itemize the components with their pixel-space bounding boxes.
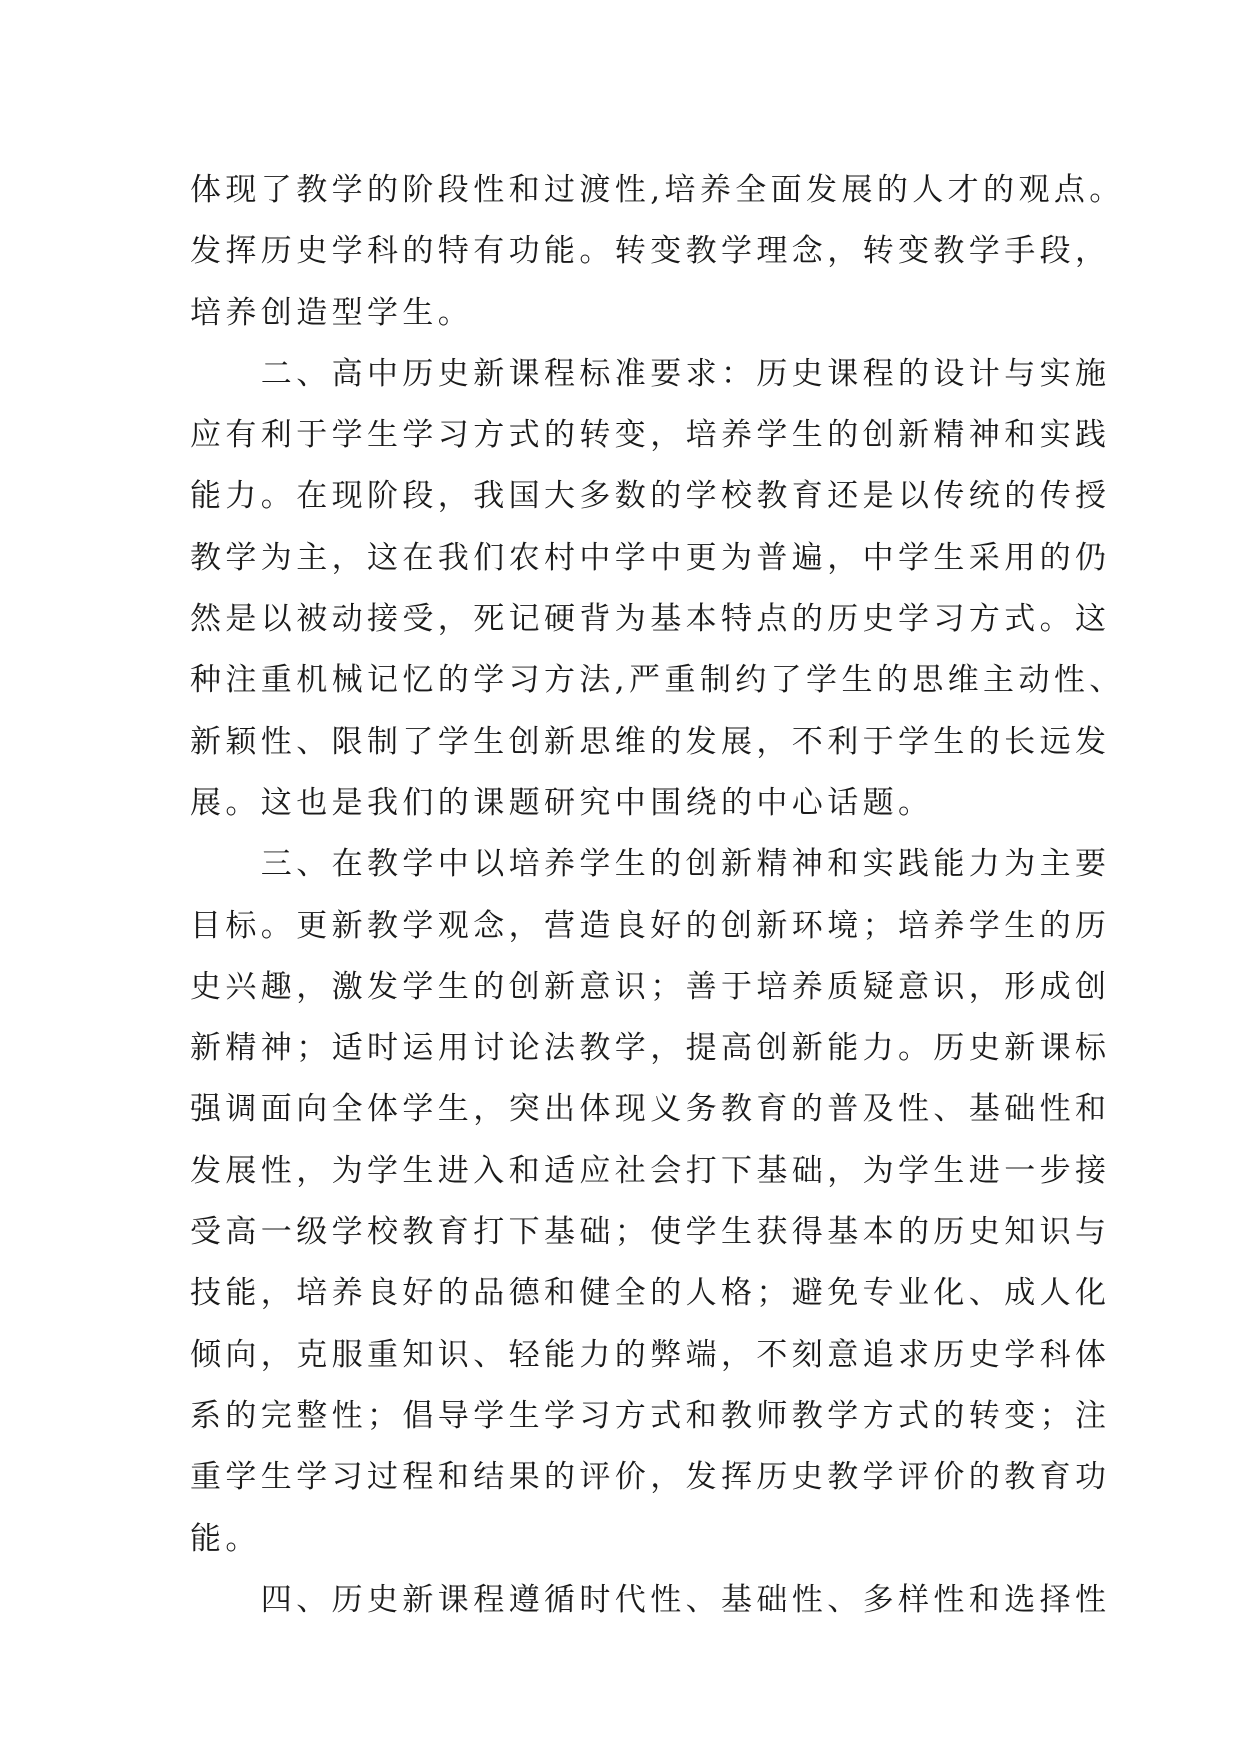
- text-line: 强调面向全体学生，突出体现义务教育的普及性、基础性和: [190, 1091, 1111, 1128]
- text-line: 种注重机械记忆的学习方法,严重制约了学生的思维主动性、: [190, 662, 1125, 699]
- body-text: [190, 160, 1125, 1631]
- text-line: 发展性，为学生进入和适应社会打下基础，为学生进一步接: [190, 1152, 1111, 1189]
- text-line: 系的完整性；倡导学生学习方式和教师教学方式的转变；注: [190, 1397, 1111, 1434]
- text-line: 重学生学习过程和结果的评价，发挥历史教学评价的教育功: [190, 1459, 1111, 1496]
- text-line: 新颖性、限制了学生创新思维的发展，不利于学生的长远发: [190, 723, 1111, 760]
- text-line: 发挥历史学科的特有功能。转变教学理念，转变教学手段，: [190, 233, 1111, 270]
- text-line: 新精神；适时运用讨论法教学，提高创新能力。历史新课标: [190, 1030, 1111, 1067]
- text-line: 然是以被动接受，死记硬背为基本特点的历史学习方式。这: [190, 601, 1111, 638]
- section-four-heading-line: 四、历史新课程遵循时代性、基础性、多样性和选择性: [190, 1581, 1111, 1618]
- text-line: 应有利于学生学习方式的转变，培养学生的创新精神和实践: [190, 417, 1111, 454]
- section-three-heading-line: 三、在教学中以培养学生的创新精神和实践能力为主要: [190, 846, 1111, 883]
- text-line: 史兴趣，激发学生的创新意识；善于培养质疑意识，形成创: [190, 968, 1111, 1005]
- text-line: 目标。更新教学观念，营造良好的创新环境；培养学生的历: [190, 907, 1111, 944]
- text-line: 体现了教学的阶段性和过渡性,培养全面发展的人才的观点。: [190, 172, 1125, 208]
- text-line: 倾向，克服重知识、轻能力的弊端，不刻意追求历史学科体: [190, 1336, 1111, 1373]
- text-line: 教学为主，这在我们农村中学中更为普遍，中学生采用的仍: [190, 539, 1111, 576]
- text-line: 技能，培养良好的品德和健全的人格；避免专业化、成人化: [190, 1275, 1111, 1312]
- text-line: 能。: [190, 1520, 261, 1557]
- section-two-heading-line: 二、高中历史新课程标准要求：历史课程的设计与实施: [190, 355, 1111, 392]
- text-line: 培养创造型学生。: [190, 294, 474, 331]
- text-line: 受高一级学校教育打下基础；使学生获得基本的历史知识与: [190, 1214, 1111, 1251]
- text-line: 展。这也是我们的课题研究中围绕的中心话题。: [190, 784, 934, 821]
- text-line: 能力。在现阶段，我国大多数的学校教育还是以传统的传授: [190, 478, 1111, 515]
